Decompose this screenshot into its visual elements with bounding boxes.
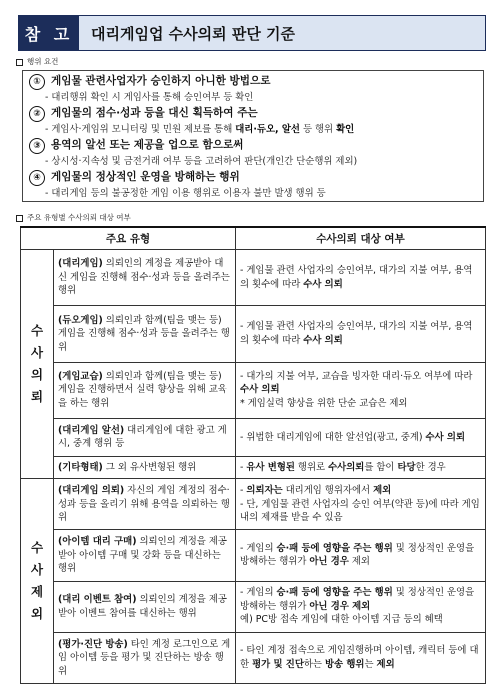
table-row <box>21 418 486 456</box>
circle-number: ③ <box>29 138 45 154</box>
table-row <box>21 581 486 632</box>
circle-number: ② <box>29 106 45 122</box>
table-row <box>21 530 486 581</box>
req-item-1 <box>29 73 477 105</box>
circle-number: ④ <box>29 170 45 186</box>
req-sub: - 게임사·게임위 모니터링 및 민원 제보를 통해 대리·듀오, 알선 등 행위 확인 <box>45 123 355 135</box>
target-cell: - 대가의 지불 여부, 교습을 빙자한 대리·듀오 여부에 따라 수사 의뢰 * 게임실력 향상을 위한 단순 교습은 제외 <box>236 362 486 418</box>
table-row <box>21 250 486 306</box>
target-cell: - 위법한 대리게임에 대한 알선업(광고, 중계) 수사 의뢰 <box>236 418 486 456</box>
target-cell: - 게임의 승·패 등에 영향을 주는 행위 및 정상적인 운영을 방해하는 행위가 아닌 경우 제외 예) PC방 접속 게임에 대한 아이템 지급 등의 혜택 <box>236 581 486 632</box>
target-cell: - 게임의 승·패 등에 영향을 주는 행위 및 정상적인 운영을 방해하는 행위가 아닌 경우 제외 <box>236 530 486 581</box>
target-cell: - 타인 계정 접속으로 게임진행하며 아이템, 캐릭터 등에 대한 평가 및 진단하는 방송 행위는 제외 <box>236 632 486 683</box>
requirements-box <box>22 70 484 202</box>
type-cell: (대리게임) 의뢰인의 계정을 제공받아 대신 게임을 진행해 점수·성과 등을 올려주는 행위 <box>54 250 236 306</box>
group-exclude: 수사 제외 <box>21 479 54 684</box>
target-cell: - 의뢰자는 대리게임 행위자에서 제외 - 단, 게임물 관련 사업자의 승인 여부(약관 등)에 따라 게임 내의 제재를 받을 수 있음 <box>236 479 486 530</box>
target-cell: - 게임물 관련 사업자의 승인여부, 대가의 지불 여부, 용역의 횟수에 따라 수사 의뢰 <box>236 250 486 306</box>
group-investigate: 수사 의뢰 <box>21 250 54 479</box>
square-bullet-icon <box>16 59 23 66</box>
type-cell: (게임교습) 의뢰인과 함께(팀을 맺는 등) 게임을 진행하면서 실력 향상을 위해 교육을 하는 행위 <box>54 362 236 418</box>
page-header <box>18 15 486 51</box>
type-cell: (듀오게임) 의뢰인과 함께(팀을 맺는 등) 게임을 진행해 점수·성과 등을 올려주는 행위 <box>54 306 236 362</box>
req-sub: - 대리게임 등의 불공정한 게임 이용 행위로 이용자 불만 발생 행위 등 <box>45 187 326 199</box>
req-title: 용역의 알선 또는 제공을 업으로 함으로써 <box>51 139 244 151</box>
type-cell: (대리 이벤트 참여) 의뢰인의 계정을 제공받아 이벤트 참여를 대신하는 행위 <box>54 581 236 632</box>
type-cell: (대리게임 의뢰) 자신의 게임 계정의 점수·성과 등을 올리기 위해 용역을 의뢰하는 행위 <box>54 479 236 530</box>
table-section-label: 주요 유형별 수사의뢰 대상 여부 <box>16 212 131 223</box>
target-cell: - 게임물 관련 사업자의 승인여부, 대가의 지불 여부, 용역의 횟수에 따라 수사 의뢰 <box>236 306 486 362</box>
table-row <box>21 632 486 683</box>
col-header-type: 주요 유형 <box>21 227 236 250</box>
req-section-label: 행위 요건 <box>16 56 58 67</box>
col-header-target: 수사의뢰 대상 여부 <box>236 227 486 250</box>
table-header-row <box>21 227 486 250</box>
req-sub: - 대리행위 확인 시 게임사를 통해 승인여부 등 확인 <box>45 91 254 103</box>
table-row <box>21 306 486 362</box>
type-cell: (기타형태) 그 외 유사변형된 행위 <box>54 456 236 479</box>
req-sub: - 상시성·지속성 및 금전거래 여부 등을 고려하여 판단(개인간 단순행위 제외) <box>45 155 358 167</box>
req-item-3 <box>29 137 477 169</box>
table-row <box>21 362 486 418</box>
type-cell: (아이템 대리 구매) 의뢰인의 계정을 제공받아 아이템 구매 및 강화 등을 대신하는 행위 <box>54 530 236 581</box>
reference-tag: 참 고 <box>19 16 79 50</box>
table-row <box>21 479 486 530</box>
req-title: 게임물의 점수·성과 등을 대신 획득하여 주는 <box>51 107 258 119</box>
type-cell: (평가·진단 방송) 타인 계정 로그인으로 게임 아이템 등을 평가 및 진단하는 방송 행위 <box>54 632 236 683</box>
circle-number: ① <box>29 74 45 90</box>
square-bullet-icon <box>16 215 23 222</box>
req-title: 게임물의 정상적인 운영을 방해하는 행위 <box>51 171 240 183</box>
req-title: 게임물 관련사업자가 승인하지 아니한 방법으로 <box>51 75 271 87</box>
target-cell: - 유사 변형된 행위로 수사의뢰를 함이 타당한 경우 <box>236 456 486 479</box>
page-title: 대리게임업 수사의뢰 판단 기준 <box>79 16 485 50</box>
req-item-4 <box>29 169 477 201</box>
type-table <box>20 226 486 684</box>
req-item-2 <box>29 105 477 137</box>
type-cell: (대리게임 알선) 대리게임에 대한 광고 게시, 중계 행위 등 <box>54 418 236 456</box>
table-row <box>21 456 486 479</box>
